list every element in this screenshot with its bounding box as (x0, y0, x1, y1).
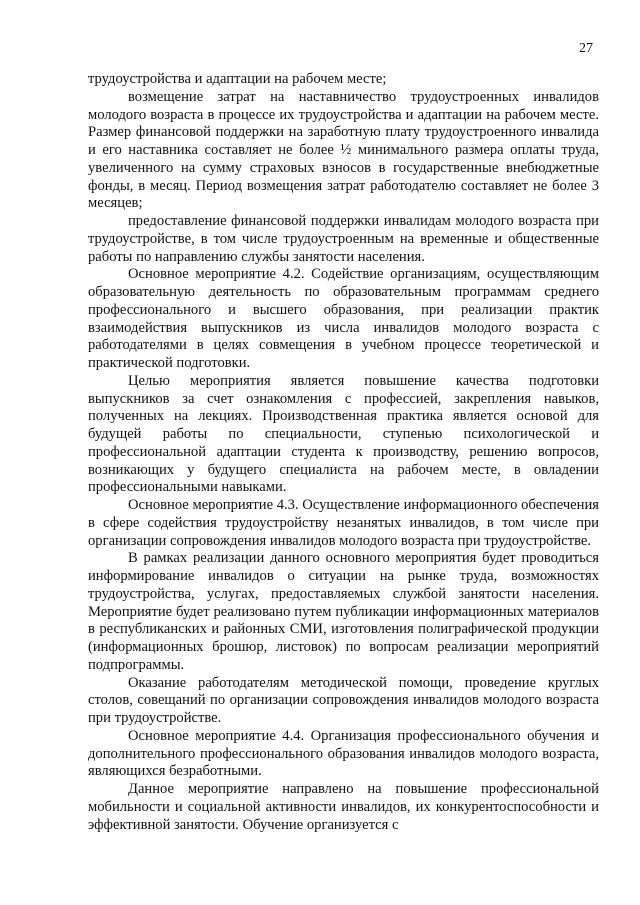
document-body (88, 71, 599, 834)
paragraph-5: Целью мероприятия является повышение качества подготовки выпускников за счет ознакомления с профессией, закрепления навыков, полученных на лекциях. Производственная практика является основой для будущей работы по специальности, ступенью психологической и профессиональной адаптации студента к производству, решению вопросов, возникающих у будущего специалиста на рабочем месте, в овладении профессиональными навыками. (88, 372, 599, 496)
paragraph-10: Данное мероприятие направлено на повышение профессиональной мобильности и социальной активности инвалидов, их конкурентоспособности и эффективной занятости. Обучение организуется с (88, 781, 599, 833)
paragraph-6: Основное мероприятие 4.3. Осуществление информационного обеспечения в сфере содействия трудоустройству незанятых инвалидов, в том числе при организации сопровождения инвалидов молодого возраста при трудоустройстве. (88, 497, 599, 549)
page-number: 27 (579, 41, 593, 56)
paragraph-2: возмещение затрат на наставничество трудоустроенных инвалидов молодого возраста в процессе их трудоустройства и адаптации на рабочем месте. Размер финансовой поддержки на заработную плату трудоустроенного инвалида и его наставника составляет не более ½ минимального размера оплаты труда, увеличенного на сумму страховых взносов в государственные внебюджетные фонды, в месяц. Период возмещения затрат работодателю составляет не более 3 месяцев; (88, 88, 599, 212)
paragraph-3: предоставление финансовой поддержки инвалидам молодого возраста при трудоустройстве, в том числе трудоустроенным на временные и общественные работы по направлению службы занятости населения. (88, 213, 599, 265)
paragraph-8: Оказание работодателям методической помощи, проведение круглых столов, совещаний по организации сопровождения инвалидов молодого возраста при трудоустройстве. (88, 674, 599, 726)
paragraph-9: Основное мероприятие 4.4. Организация профессионального обучения и дополнительного профессионального образования инвалидов молодого возраста, являющихся безработными. (88, 727, 599, 780)
paragraph-7: В рамках реализации данного основного мероприятия будет проводиться информирование инвалидов о ситуации на рынке труда, возможностях трудоустройства, услугах, предоставляемых службой занятости населения. Мероприятие будет реализовано путем публикации информационных материалов в республиканских и районных СМИ, изготовления полиграфической продукции (информационных брошюр, листовок) по вопросам реализации мероприятий подпрограммы. (88, 550, 599, 673)
paragraph-1: трудоустройства и адаптации на рабочем месте; (88, 71, 387, 87)
paragraph-4: Основное мероприятие 4.2. Содействие организациям, осуществляющим образовательную деятельность по образовательным программам среднего профессионального и высшего образования, при реализации практик взаимодействия выпускников из числа инвалидов молодого возраста с работодателями в целях совмещения в учебном процессе теоретической и практической подготовки. (88, 266, 599, 371)
